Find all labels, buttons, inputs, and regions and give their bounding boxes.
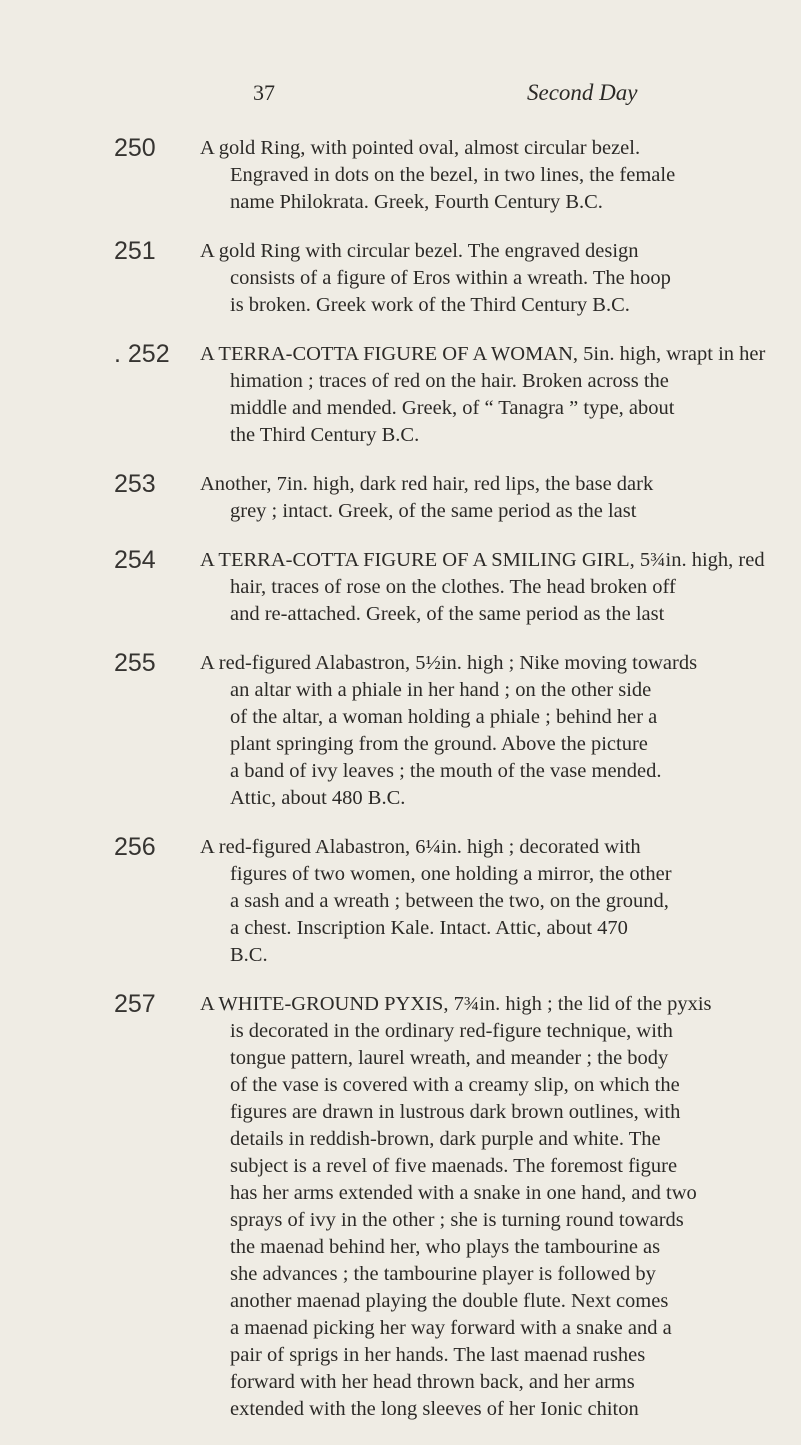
lot-number: . 252 <box>114 340 170 368</box>
lot-description-line: A TERRA-COTTA FIGURE OF A WOMAN, 5in. high, wrapt in her <box>200 343 766 365</box>
lot-description-line: pair of sprigs in her hands. The last maenad rushes <box>230 1344 646 1366</box>
lot-description-line: subject is a revel of five maenads. The foremost figure <box>230 1155 678 1177</box>
lot-description-line: has her arms extended with a snake in one hand, and two <box>230 1182 697 1204</box>
lot-description-line: a sash and a wreath ; between the two, on the ground, <box>230 890 669 912</box>
lot-description-line: and re-attached. Greek, of the same period as the last <box>230 603 665 625</box>
lot-description-line: an altar with a phiale in her hand ; on the other side <box>230 679 652 701</box>
lot-entry <box>0 341 801 449</box>
lot-description-line: Engraved in dots on the bezel, in two lines, the female <box>230 164 676 186</box>
lot-description-line: a maenad picking her way forward with a snake and a <box>230 1317 672 1339</box>
lot-description-line: Another, 7in. high, dark red hair, red lips, the base dark <box>200 473 654 495</box>
lot-list <box>0 135 801 1445</box>
lot-number: 253 <box>114 470 156 498</box>
lot-description-line: consists of a figure of Eros within a wreath. The hoop <box>230 267 671 289</box>
lot-description-line: middle and mended. Greek, of “ Tanagra ” type, about <box>230 397 675 419</box>
lot-entry <box>0 834 801 969</box>
lot-description-line: of the altar, a woman holding a phiale ; behind her a <box>230 706 658 728</box>
lot-description-line: a chest. Inscription Kale. Intact. Attic, about 470 <box>230 917 628 939</box>
lot-description-line: hair, traces of rose on the clothes. The head broken off <box>230 576 676 598</box>
lot-description-line: is broken. Greek work of the Third Century B.C. <box>230 294 630 316</box>
lot-number: 255 <box>114 649 156 677</box>
lot-description-line: tongue pattern, laurel wreath, and meander ; the body <box>230 1047 669 1069</box>
lot-description-line: A red-figured Alabastron, 5½in. high ; Nike moving towards <box>200 652 698 674</box>
lot-description-line: the Third Century B.C. <box>230 424 420 446</box>
lot-description-line: A WHITE-GROUND PYXIS, 7¾in. high ; the lid of the pyxis <box>200 993 712 1015</box>
lot-description-line: A TERRA-COTTA FIGURE OF A SMILING GIRL, 5¾in. high, red <box>200 549 765 571</box>
lot-entry <box>0 471 801 525</box>
lot-description-line: A red-figured Alabastron, 6¼in. high ; decorated with <box>200 836 641 858</box>
lot-entry <box>0 238 801 319</box>
lot-description-line: A gold Ring, with pointed oval, almost circular bezel. <box>200 137 641 159</box>
lot-description-line: plant springing from the ground. Above the picture <box>230 733 648 755</box>
lot-description-line: is decorated in the ordinary red-figure technique, with <box>230 1020 673 1042</box>
lot-entry <box>0 991 801 1423</box>
lot-number: 251 <box>114 237 156 265</box>
lot-number: 250 <box>114 134 156 162</box>
lot-number: 254 <box>114 546 156 574</box>
lot-description-line: another maenad playing the double flute. Next comes <box>230 1290 669 1312</box>
lot-description-line: details in reddish-brown, dark purple and white. The <box>230 1128 661 1150</box>
lot-description-line: grey ; intact. Greek, of the same period as the last <box>230 500 637 522</box>
lot-entry <box>0 650 801 812</box>
lot-description-line: she advances ; the tambourine player is followed by <box>230 1263 656 1285</box>
lot-description-line: of the vase is covered with a creamy slip, on which the <box>230 1074 680 1096</box>
lot-description-line: figures of two women, one holding a mirror, the other <box>230 863 672 885</box>
page-number: 37 <box>253 80 275 105</box>
lot-number: 256 <box>114 833 156 861</box>
lot-entry <box>0 547 801 628</box>
lot-description-line: the maenad behind her, who plays the tambourine as <box>230 1236 661 1258</box>
lot-description-line: forward with her head thrown back, and her arms <box>230 1371 635 1393</box>
lot-entry <box>0 135 801 216</box>
lot-description-line: figures are drawn in lustrous dark brown outlines, with <box>230 1101 681 1123</box>
lot-description-line: A gold Ring with circular bezel. The engraved design <box>200 240 639 262</box>
lot-description-line: himation ; traces of red on the hair. Broken across the <box>230 370 669 392</box>
lot-description-line: a band of ivy leaves ; the mouth of the vase mended. <box>230 760 662 782</box>
lot-description-line: name Philokrata. Greek, Fourth Century B.C. <box>230 191 603 213</box>
lot-description-line: extended with the long sleeves of her Ionic chiton <box>230 1398 639 1420</box>
running-head: Second Day <box>527 80 638 105</box>
lot-description-line: sprays of ivy in the other ; she is turning round towards <box>230 1209 684 1231</box>
lot-description-line: Attic, about 480 B.C. <box>230 787 406 809</box>
lot-number: 257 <box>114 990 156 1018</box>
lot-description-line: B.C. <box>230 944 268 966</box>
